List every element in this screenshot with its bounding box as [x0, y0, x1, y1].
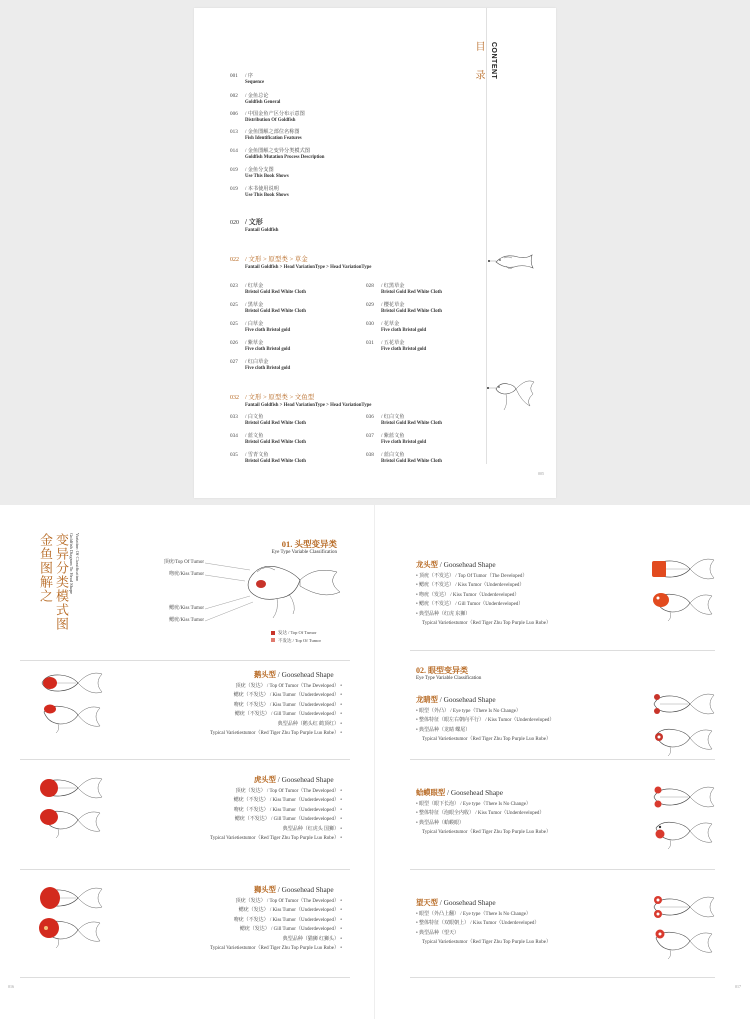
toc-item-title-en: Five cloth Bristol gold [381, 439, 427, 445]
toc-item[interactable] [230, 452, 306, 465]
detail-line: • 眼型（眼下长泡） / Eye type（There Is No Change） [416, 802, 531, 807]
toc-item-title-en: Five cloth Bristol gold [245, 346, 291, 352]
detail-line: • 典型品种（蛤蟆眼） [416, 820, 465, 826]
detail-line: • 吻疣（发达） / Kiss Tumor（Underdeveloped） [416, 592, 520, 598]
toc-item-number: 037 [366, 433, 374, 439]
shape-name-cn: 龙睛型 [416, 695, 438, 704]
head-label-kiss: 吻疣/Kiss Tumor [169, 572, 204, 577]
goosehead-shape-side-view [36, 696, 104, 734]
detail-line: 鳃疣（不发达） / Kiss Tumor（Underdeveloped） • [233, 693, 342, 699]
toc-item-number: 033 [230, 414, 238, 420]
toc-item[interactable] [366, 283, 442, 296]
toc-item-number: 013 [230, 129, 238, 135]
toc-item-title-en: Use This Book Shows [245, 173, 289, 179]
shape-name-cn: 虎头型 [254, 775, 276, 784]
toc-item-title-en: Bristol Gold Red White Cloth [381, 289, 442, 295]
toc-item-number: 026 [230, 340, 238, 346]
detail-line: 顶疣（发达） / Top Of Tumor（The Developed） • [235, 684, 342, 689]
toc-item-number: 019 [230, 186, 238, 192]
celestial-eye-shape-title [416, 898, 496, 908]
detail-line: • 整体特征（双眼朝上） / Kiss Tumor（Underdeveloped） [416, 921, 540, 927]
detail-line: • 整体特征（泡眼全内收） / Kiss Tumor（Underdeveloped） [416, 811, 545, 817]
dragon-eye-shape-side-view [648, 719, 716, 757]
detail-line: 鳃疣（不发达） / Gill Tumor（Underdeveloped） • [234, 712, 342, 718]
toc-item-title-cn: / 五花草金 [381, 340, 405, 346]
toc-item-title-cn: / 黑草金 [245, 302, 264, 308]
toc-item-title-en: Bristol Gold Red White Cloth [381, 420, 442, 426]
toc-item-title-cn: / 金鱼分支图 [245, 167, 274, 173]
toc-item-number: 025 [230, 321, 238, 327]
detail-line: 典型品种（鹅头红 鹤顶红） • [277, 721, 342, 727]
toc-item[interactable] [230, 73, 264, 86]
shape-name-cn: 蛤蟆眼型 [416, 788, 446, 797]
side-title-cn2: 变异分类模式图 [54, 533, 69, 631]
detail-line: • 典型品种（望天） [416, 930, 460, 936]
detail-line: 顶疣（发达） / Top Of Tumor（The Developed） • [235, 789, 342, 794]
head-section-num: 01. [281, 539, 293, 549]
typical-varieties: Typical Varietiestumor（Red Tiger Zhu Top Purple Luo Robe） [422, 940, 551, 946]
toc-item-title-en: Five cloth Bristol gold [381, 327, 427, 333]
shape-name-en: / Goosehead Shape [437, 898, 496, 907]
toc-item-title-en: Fantail Goldfish > Head VariationType > Head VariationType [245, 265, 372, 270]
page-number-left: 016 [8, 984, 14, 989]
detail-line: 鳃疣（发达） / Gill Tumor（Underdeveloped） • [239, 927, 342, 933]
toc-item-title-en: Fantail Goldfish [245, 228, 279, 233]
right-divider-2 [410, 759, 715, 760]
toc-item-title-cn: / 本书使用说明 [245, 186, 279, 192]
toc-page-number: 005 [538, 471, 544, 476]
classification-spread [0, 505, 750, 1019]
left-divider-1 [20, 660, 350, 661]
toc-item-number: 035 [230, 452, 238, 458]
detail-line: 鳃疣（不发达） / Kiss Tumor（Underdeveloped） • [233, 798, 342, 804]
toc-item-title-en: Bristol Gold Red White Cloth [381, 458, 442, 464]
toc-item-title-cn: / 红黑草金 [381, 283, 405, 289]
dragonhead-shape-details [416, 572, 551, 628]
detail-line: • 眼型（外凸上翻） / Eye type（There Is No Change） [416, 912, 531, 917]
toc-item-title-en: Bristol Gold Red White Cloth [245, 289, 306, 295]
left-divider-4 [20, 977, 350, 978]
toc-page [194, 8, 556, 498]
detail-line: • 鳃疣（不发达） / Gill Tumor（Underdeveloped） [416, 602, 524, 608]
toc-item-number: 029 [366, 302, 374, 308]
eye-section-cn: 眼型变异类 [428, 666, 468, 675]
toc-item-title-cn: / 蓝白文鱼 [381, 452, 405, 458]
detail-line: 顶疣（发达） / Top Of Tumor（The Developed） • [235, 899, 342, 904]
lionhead-shape-side-view [36, 911, 104, 949]
toc-item-title-cn: / 紫草金 [245, 340, 264, 346]
toc-item[interactable] [366, 452, 442, 465]
toc-item-title-cn: / 白文鱼 [245, 414, 264, 420]
page-number-right: 017 [735, 984, 741, 989]
fantail-illustration [486, 374, 538, 419]
toad-eye-shape-side-view [648, 812, 716, 850]
toc-section-wen-fish[interactable] [230, 394, 371, 409]
toc-item-title-en: Five cloth Bristol gold [245, 365, 291, 371]
shape-name-en: / Goosehead Shape [437, 560, 496, 569]
toc-item[interactable] [230, 414, 306, 427]
detail-line: 典型品种（红虎头 国狮） • [282, 826, 342, 832]
detail-line: 典型品种（猫狮 红狮头） • [282, 936, 342, 942]
toc-item[interactable] [230, 111, 305, 124]
toc-item-number: 038 [366, 452, 374, 458]
toc-item[interactable] [230, 148, 324, 161]
toc-item-title-cn: / 文形 [245, 218, 263, 226]
eye-section-title [416, 665, 481, 681]
toc-item[interactable] [230, 321, 290, 334]
head-section-cn: 头型变异类 [294, 539, 337, 549]
toc-section-grass-gold[interactable] [230, 256, 371, 271]
toc-item-number: 031 [366, 340, 374, 346]
toc-item-number: 027 [230, 359, 238, 365]
toc-item-number: 020 [230, 220, 239, 226]
typical-varieties: Typical Varietiestumor（Red Tiger Zhu Top Purple Luo Robe） [422, 737, 551, 743]
typical-varieties: Typical Varietiestumor（Red Tiger Zhu Top Purple Luo Robe） • [210, 946, 342, 952]
toc-item[interactable] [230, 359, 290, 372]
toc-item-title-en: Five cloth Bristol gold [245, 327, 291, 333]
shape-name-cn: 鹅头型 [254, 670, 276, 679]
toc-item[interactable] [366, 321, 426, 334]
tiger-head-shape-details [210, 787, 342, 843]
toc-item-title-cn: / 文形 > 原型类 > 草金 [245, 256, 308, 263]
head-section-title [255, 538, 337, 555]
toc-item[interactable] [230, 283, 306, 296]
toc-item-title-en: Bristol Gold Red White Cloth [245, 420, 306, 426]
toc-item-title-cn: / 红白文鱼 [381, 414, 405, 420]
typical-varieties: Typical Varietiestumor（Red Tiger Zhu Top Purple Luo Robe） • [210, 731, 342, 737]
shape-name-cn: 望天型 [416, 898, 438, 907]
toc-item[interactable] [230, 167, 289, 180]
right-divider-4 [410, 977, 715, 978]
toc-item-title-en: Five cloth Bristol gold [381, 346, 427, 352]
celestial-eye-shape-side-view [648, 922, 716, 960]
toc-item[interactable] [366, 433, 426, 446]
shape-name-en: / Goosehead Shape [275, 885, 334, 894]
typical-varieties: Typical Varietiestumor（Red Tiger Zhu Top Purple Luo Robe） [422, 621, 551, 627]
shape-name-en: / Goosehead Shape [437, 695, 496, 704]
dragon-eye-shape-title [416, 695, 496, 705]
dragon-eye-shape-top-view [648, 685, 716, 723]
lionhead-shape-details [210, 897, 342, 953]
toc-item[interactable] [230, 340, 290, 353]
toc-item[interactable] [230, 129, 302, 142]
toc-item-title-en: Sequence [245, 79, 265, 85]
toc-item-title-en: Bristol Gold Red White Cloth [381, 308, 442, 314]
toc-item-number: 022 [230, 257, 239, 263]
tiger-head-shape-side-view [36, 801, 104, 839]
toc-item-title-en: Bristol Gold Red White Cloth [245, 458, 306, 464]
dragonhead-shape-side-view [648, 584, 716, 622]
toc-item-title-cn: / 金鱼图解之部位名称图 [245, 129, 300, 135]
lionhead-shape-title [254, 885, 334, 895]
head-label-gill1: 鳃疣/Kiss Tumor [169, 606, 204, 611]
toc-title-cn: 目 录 [473, 41, 484, 88]
toc-item-title-en: Bristol Gold Red White Cloth [245, 439, 306, 445]
toc-item[interactable] [230, 433, 306, 446]
dragonhead-shape-top-view [648, 550, 716, 588]
toc-item-title-cn: / 红白草金 [245, 359, 269, 365]
toc-item-number: 032 [230, 395, 239, 401]
toc-item-title-en: Goldfish General [245, 99, 281, 105]
toc-item[interactable] [230, 93, 280, 106]
detail-line: 鳃疣（发达） / Kiss Tumor（Underdeveloped） • [238, 908, 342, 914]
shape-name-en: / Goosehead Shape [275, 775, 334, 784]
toc-item-title-en: Fish Identification Features [245, 135, 302, 141]
toc-item[interactable] [366, 302, 442, 315]
eye-section-num: 02. [416, 666, 426, 675]
detail-line: 吻疣（不发达） / Kiss Tumor（Underdeveloped） • [233, 917, 342, 923]
head-label-top: 顶疣/Top Of Tumor [163, 560, 204, 565]
detail-line: • 鳃疣（不发达） / Kiss Tumor（Underdeveloped） [416, 583, 525, 589]
dragon-eye-shape-details [416, 707, 554, 745]
detail-line: 鳃疣（不发达） / Gill Tumor（Underdeveloped） • [234, 817, 342, 823]
toc-item-number: 028 [366, 283, 374, 289]
toc-item-title-en: Distribution Of Goldfish [245, 117, 296, 123]
toc-item-title-cn: / 雪青文鱼 [245, 452, 269, 458]
toc-item-number: 025 [230, 302, 238, 308]
side-title-en2: Variation Of Classification [75, 533, 80, 582]
spread-gutter [374, 505, 375, 1019]
detail-line: • 典型品种（龙睛 蝶尾） [416, 727, 471, 733]
toc-item-title-cn: / 花草金 [381, 321, 400, 327]
toc-item[interactable] [230, 302, 306, 315]
toc-item-title-en: Use This Book Shows [245, 192, 289, 198]
toc-item-number: 006 [230, 111, 238, 117]
toc-item-number: 019 [230, 167, 238, 173]
toc-item-number: 030 [366, 321, 374, 327]
toc-item-title-cn: / 金鱼图解之变异分类模式图 [245, 148, 310, 154]
detail-line: • 典型品种（红虎 东狮） [416, 611, 471, 617]
toc-item-number: 023 [230, 283, 238, 289]
legend-developed: 发达 / Top Of Tumor [271, 629, 321, 637]
toc-item-title-en: Goldfish Mutation Process Description [245, 154, 325, 160]
eye-section-en: Eye Type Variable Classification [416, 676, 482, 681]
toc-item-title-cn: / 序 [245, 73, 253, 79]
celestial-eye-shape-top-view [648, 888, 716, 926]
toad-eye-shape-top-view [648, 778, 716, 816]
detail-line: • 整体特征（眼左右朝向平行） / Kiss Tumor（Underdeveloped） [416, 718, 555, 724]
toc-item-title-en: Bristol Gold Red White Cloth [245, 308, 306, 314]
toad-eye-shape-title [416, 788, 503, 798]
toc-title-en: CONTENT [490, 42, 497, 80]
side-title-cn: 金鱼图解之 [38, 533, 53, 603]
toc-item-number: 014 [230, 148, 238, 154]
left-divider-2 [20, 759, 350, 760]
celestial-eye-shape-details [416, 910, 551, 948]
detail-line: • 眼型（外凸） / Eye type（There Is No Change） [416, 709, 521, 714]
detail-line: 吻疣（不发达） / Kiss Tumor（Underdeveloped） • [233, 807, 342, 813]
toc-item-title-cn: / 金鱼总论 [245, 93, 269, 99]
toc-item-number: 001 [230, 73, 238, 79]
shape-name-en: / Goosehead Shape [445, 788, 503, 797]
toc-item-title-cn: / 蓝文鱼 [245, 433, 264, 439]
dragonhead-shape-title [416, 560, 496, 570]
shape-name-en: / Goosehead Shape [275, 670, 334, 679]
legend-underdeveloped: 不发达 / Top Of Tumor [271, 637, 321, 645]
shape-name-cn: 龙头型 [416, 560, 438, 569]
detail-line: • 顶疣（不发达） / Top Of Tumor（The Developed） [416, 574, 528, 579]
toad-eye-shape-details [416, 800, 551, 838]
toc-item-title-cn: / 紫蓝文鱼 [381, 433, 405, 439]
toc-item[interactable] [230, 186, 289, 199]
head-section-en: Eye Type Variable Classification [271, 550, 337, 555]
toc-item[interactable] [366, 414, 442, 427]
goosehead-shape-title [254, 670, 334, 680]
toc-item-number: 036 [366, 414, 374, 420]
toc-item-title-cn: / 樱花草金 [381, 302, 405, 308]
carp-illustration [488, 248, 536, 283]
toc-item[interactable] [366, 340, 426, 353]
tiger-head-shape-title [254, 775, 334, 785]
goosehead-shape-details [210, 682, 342, 738]
detail-line: 吻疣（不发达） / Kiss Tumor（Underdeveloped） • [233, 702, 342, 708]
toc-item-number: 034 [230, 433, 238, 439]
toc-item-title-cn: / 白草金 [245, 321, 264, 327]
head-label-gill2: 鳃疣/Kiss Tumor [169, 618, 204, 623]
right-divider-3 [410, 869, 715, 870]
toc-section-fantail[interactable] [230, 219, 278, 234]
side-title-en1: Goldfish Diagram To Head Shape [69, 533, 74, 595]
typical-varieties: Typical Varietiestumor（Red Tiger Zhu Top Purple Luo Robe） • [210, 836, 342, 842]
toc-item-title-cn: / 文形 > 原型类 > 文鱼型 [245, 394, 315, 401]
toc-item-number: 002 [230, 93, 238, 99]
toc-item-title-cn: / 红草金 [245, 283, 264, 289]
head-legend [271, 629, 321, 644]
shape-name-cn: 狮头型 [254, 885, 276, 894]
left-divider-3 [20, 869, 350, 870]
typical-varieties: Typical Varietiestumor（Red Tiger Zhu Top Purple Luo Robe） [422, 830, 551, 836]
toc-item-title-cn: / 中国金鱼产区分布示意图 [245, 111, 305, 117]
toc-item-title-en: Fantail Goldfish > Head VariationType > Head VariationType [245, 403, 372, 408]
right-divider-1 [410, 650, 715, 651]
